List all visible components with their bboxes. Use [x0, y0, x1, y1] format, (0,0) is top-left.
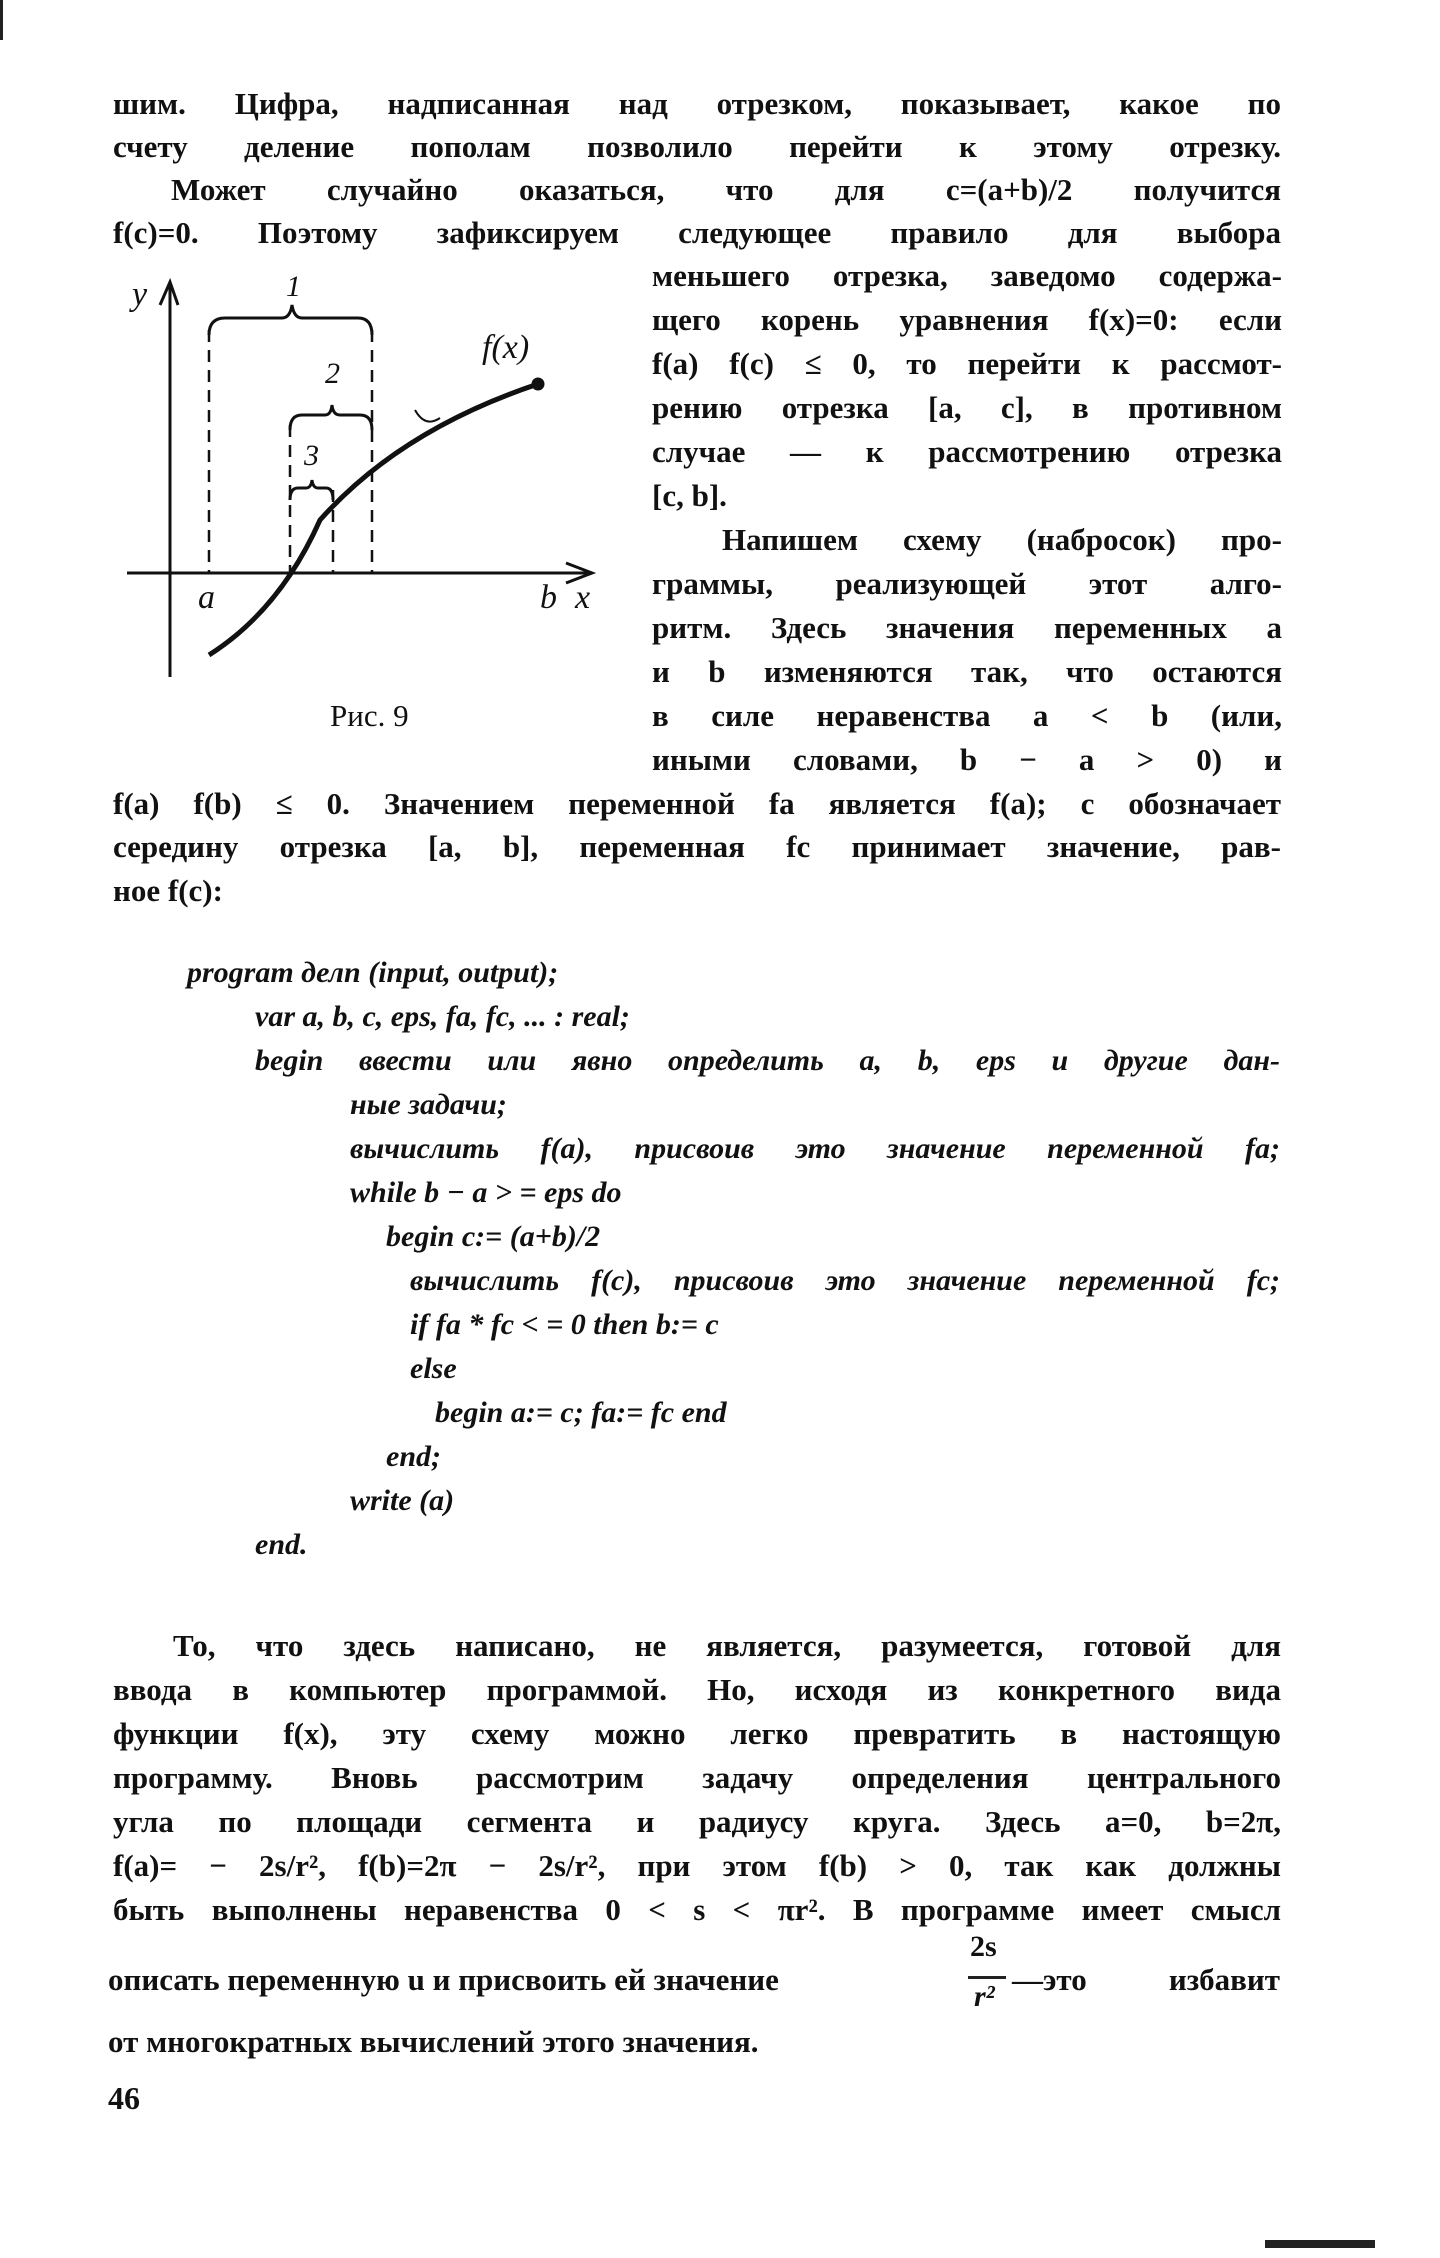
- text-line: Напишем схему (набросок) про-: [722, 522, 1282, 557]
- curve-endpoint: [533, 379, 543, 389]
- fraction-numerator: 2s: [970, 1930, 997, 1963]
- a-label: a: [198, 579, 215, 616]
- text-line: быть выполнены неравенства 0 < s < πr². В программе имеет смысл: [113, 1892, 1281, 1927]
- page-number: 46: [108, 2080, 140, 2116]
- text-line: То, что здесь написано, не является, разумеется, готовой для: [173, 1628, 1281, 1663]
- b-label: b: [540, 579, 557, 616]
- text-line: от многократных вычислений этого значения.: [108, 2024, 759, 2059]
- text-line: f(a) f(b) ≤ 0. Значением переменной fa является f(a); c обозначает: [113, 786, 1281, 821]
- code-line: begin c:= (a+b)/2: [386, 1220, 601, 1253]
- text-line: [c, b].: [652, 478, 727, 513]
- code-line: end.: [255, 1528, 308, 1561]
- text-line: случае — к рассмотрению отрезка: [652, 434, 1282, 469]
- brace-3: [290, 480, 333, 500]
- text-line: программу. Вновь рассмотрим задачу определения центрального: [113, 1760, 1281, 1795]
- code-line: write (a): [350, 1484, 455, 1517]
- code-line: ные задачи;: [350, 1088, 507, 1121]
- text-line: функции f(x), эту схему можно легко превратить в настоящую: [113, 1716, 1281, 1751]
- text-line: ное f(c):: [113, 873, 223, 908]
- code-line: begin ввести или явно определить a, b, eps и другие дан-: [255, 1044, 1280, 1077]
- text-line: f(a) f(c) ≤ 0, то перейти к рассмот-: [652, 346, 1282, 381]
- text-line: рению отрезка [a, c], в противном: [652, 390, 1282, 425]
- fraction-bar: [968, 1976, 1006, 1979]
- text-line: щего корень уравнения f(x)=0: если: [652, 302, 1282, 337]
- figure-caption: Рис. 9: [330, 698, 409, 733]
- code-line: вычислить f(c), присвоив это значение переменной fc;: [410, 1264, 1280, 1297]
- text-line: меньшего отрезка, заведомо содержа-: [652, 258, 1282, 293]
- code-line: if fa * fc < = 0 then b:= c: [410, 1308, 719, 1341]
- fraction-denominator: r²: [974, 1980, 995, 2013]
- scan-edge: [1265, 2240, 1375, 2248]
- text-line: иными словами, b − a > 0) и: [652, 742, 1282, 777]
- function-curve: [209, 384, 538, 655]
- text-line: угла по площади сегмента и радиусу круга. Здесь a=0, b=2π,: [113, 1804, 1281, 1839]
- y-axis-label: y: [132, 276, 148, 313]
- brace-label-2: 2: [325, 357, 340, 390]
- text-line: середину отрезка [a, b], переменная fc принимает значение, рав-: [113, 829, 1281, 864]
- code-line: program делп (input, output);: [187, 956, 559, 989]
- code-line: end;: [386, 1440, 441, 1473]
- code-line: begin a:= c; fa:= fc end: [435, 1396, 727, 1429]
- brace-1: [209, 305, 372, 335]
- code-line: var a, b, c, eps, fa, fc, ... : real;: [255, 1000, 630, 1033]
- text-line: ритм. Здесь значения переменных a: [652, 610, 1282, 645]
- text-line: Может случайно оказаться, что для c=(a+b)/2 получится: [171, 172, 1281, 207]
- brace-label-1: 1: [286, 270, 301, 303]
- x-axis-label: x: [575, 579, 591, 616]
- code-line: else: [410, 1352, 457, 1385]
- text-line: и b изменяются так, что остаются: [652, 654, 1282, 689]
- text-line: —это избавит: [1012, 1962, 1280, 1997]
- text-line: описать переменную u и присвоить ей значение: [108, 1962, 779, 1997]
- text-line: граммы, реализующей этот алго-: [652, 566, 1282, 601]
- dashed-guides: [209, 330, 372, 573]
- text-line: f(c)=0. Поэтому зафиксируем следующее правило для выбора: [113, 215, 1281, 250]
- text-line: ввода в компьютер программой. Но, исходя из конкретного вида: [113, 1672, 1281, 1707]
- text-line: f(a)= − 2s/r², f(b)=2π − 2s/r², при этом f(b) > 0, так как должны: [113, 1848, 1281, 1883]
- scan-edge: [0, 0, 3, 40]
- code-line: вычислить f(a), присвоив это значение переменной fa;: [350, 1132, 1280, 1165]
- brace-2: [290, 405, 372, 430]
- text-line: в силе неравенства a < b (или,: [652, 698, 1282, 733]
- brace-label-3: 3: [304, 439, 319, 472]
- code-line: while b − a > = eps do: [350, 1176, 622, 1209]
- text-line: шим. Цифра, надписанная над отрезком, показывает, какое по: [113, 86, 1281, 121]
- function-label: f(x): [482, 329, 530, 366]
- text-line: счету деление пополам позволило перейти к этому отрезку.: [113, 129, 1281, 164]
